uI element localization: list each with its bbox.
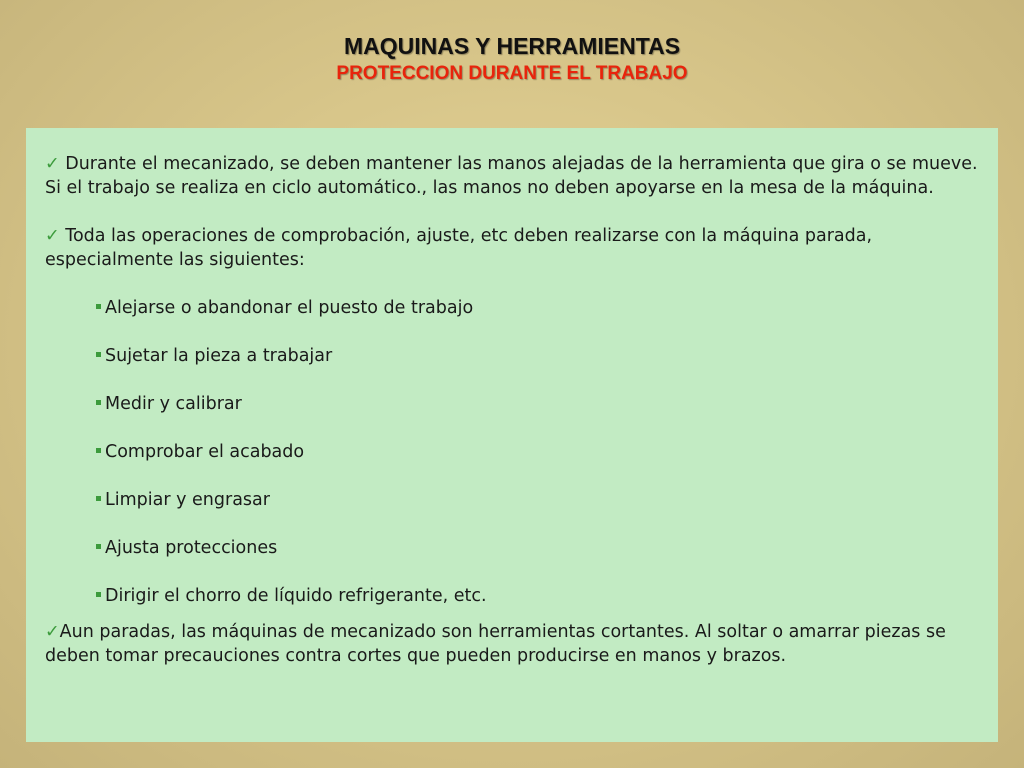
checkmark-icon: ✓ <box>45 154 60 174</box>
list-item-text: Dirigir el chorro de líquido refrigerante, etc. <box>105 586 487 606</box>
square-bullet-icon <box>96 304 101 309</box>
square-bullet-icon <box>96 400 101 405</box>
list-item-text: Limpiar y engrasar <box>105 490 270 510</box>
slide-subtitle: PROTECCION DURANTE EL TRABAJO <box>336 63 688 84</box>
content-box <box>26 128 998 742</box>
square-bullet-icon <box>96 592 101 597</box>
list-item <box>45 584 978 608</box>
checkmark-icon: ✓ <box>45 622 60 642</box>
square-bullet-icon <box>96 448 101 453</box>
operations-list <box>45 296 978 608</box>
square-bullet-icon <box>96 496 101 501</box>
paragraph-cutting-hazard <box>45 620 978 668</box>
list-item <box>45 536 978 560</box>
list-item <box>45 488 978 512</box>
square-bullet-icon <box>96 544 101 549</box>
list-item-text: Comprobar el acabado <box>105 442 305 462</box>
paragraph-hands-away-text: Durante el mecanizado, se deben mantener las manos alejadas de la herramienta que gira o se mueve. Si el trabajo se realiza en ciclo automático., las manos no deben apoyarse en la mesa de la máquina. <box>45 154 978 198</box>
list-item-text: Alejarse o abandonar el puesto de trabajo <box>105 298 474 318</box>
list-item <box>45 392 978 416</box>
list-item-text: Sujetar la pieza a trabajar <box>105 346 333 366</box>
list-item <box>45 344 978 368</box>
checkmark-icon: ✓ <box>45 226 60 246</box>
list-item <box>45 440 978 464</box>
paragraph-hands-away <box>45 152 978 200</box>
list-item-text: Ajusta protecciones <box>105 538 278 558</box>
paragraph-machine-stopped <box>45 224 978 272</box>
square-bullet-icon <box>96 352 101 357</box>
list-item <box>45 296 978 320</box>
paragraph-machine-stopped-text: Toda las operaciones de comprobación, ajuste, etc deben realizarse con la máquina parada, especialmente las siguientes: <box>45 226 873 270</box>
paragraph-cutting-hazard-text: Aun paradas, las máquinas de mecanizado son herramientas cortantes. Al soltar o amarrar piezas se deben tomar precauciones contra cortes que pueden producirse en manos y brazos. <box>45 622 946 666</box>
slide-title: MAQUINAS Y HERRAMIENTAS <box>343 33 681 59</box>
list-item-text: Medir y calibrar <box>105 394 242 414</box>
